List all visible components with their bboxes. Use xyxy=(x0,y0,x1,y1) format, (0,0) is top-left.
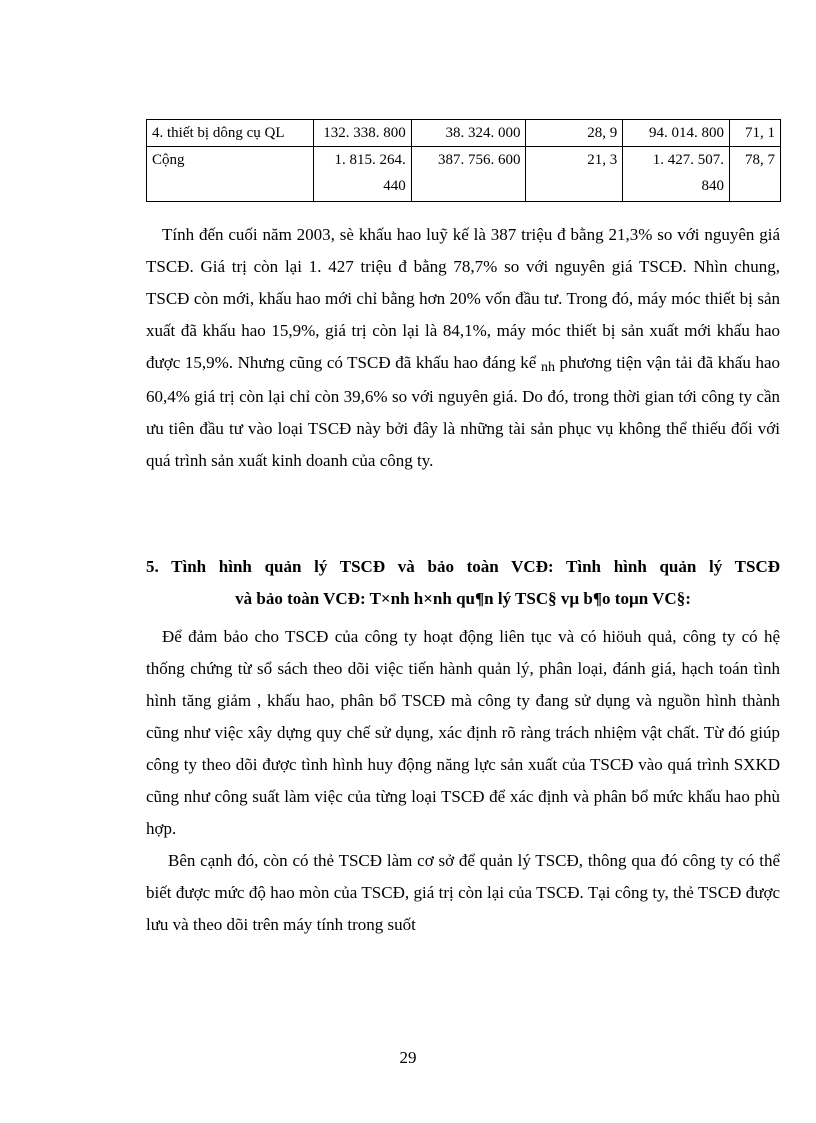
depreciation-summary xyxy=(146,219,780,477)
paragraph xyxy=(146,219,780,477)
table-cell: 21, 3 xyxy=(526,147,623,202)
paragraph-text: Tính đến cuối năm 2003, sè khấu hao luỹ kế là 387 triệu đ bằng 21,3% so với nguyên giá TSCĐ. Giá trị còn lại 1. 427 triệu đ bằng 78,7% so với nguyên giá TSCĐ. Nhìn chung, TSCĐ còn mới, khấu hao mới chỉ bằng hơn 20% vốn đầu tư. Trong đó, máy móc thiết bị sản xuất đã khấu hao 15,9%, giá trị còn lại là 84,1%, máy móc thiết bị sản xuất mới khấu hao được 15,9%. Nhưng cũng có TSCĐ đã khấu hao đáng kể xyxy=(146,225,780,372)
subscript-fragment: nh xyxy=(540,360,555,375)
table-cell: 387. 756. 600 xyxy=(411,147,526,202)
paragraph-text: phương tiện vận tải đã khấu hao 60,4% giá trị còn lại chỉ còn 39,6% so với nguyên giá. Do đó, trong thời gian tới công ty cần ưu tiên đầu tư vào loại TSCĐ này bởi đây là những tài sản phục vụ không thể thiếu đối với quá trình sản xuất kinh doanh của công ty. xyxy=(146,353,780,470)
table-cell-asset-name: Cộng xyxy=(147,147,314,202)
section-heading-line-1: 5. Tình hình quản lý TSCĐ và bảo toàn VCĐ: Tình hình quản lý TSCĐ xyxy=(146,557,780,576)
table-cell-asset-name: 4. thiết bị dông cụ QL xyxy=(147,120,314,147)
page-number: 29 xyxy=(399,1048,417,1067)
cell-line-wrap: 840 xyxy=(701,178,725,194)
table-row xyxy=(147,120,781,147)
section-heading-line-2: và bảo toàn VCĐ: T×nh h×nh qu¶n lý TSC§ vµ b¶o toµn VC§: xyxy=(235,589,691,608)
paragraph: Bên cạnh đó, còn có thẻ TSCĐ làm cơ sở để quản lý TSCĐ, thông qua đó công ty có thể biết được mức độ hao mòn của TSCĐ, giá trị còn lại của TSCĐ. Tại công ty, thẻ TSCĐ được lưu và theo dõi trên máy tính trong suốt xyxy=(146,851,780,934)
table-cell: 132. 338. 800 xyxy=(313,120,411,147)
fixed-assets-table xyxy=(146,119,781,202)
management-text xyxy=(146,621,780,941)
cell-line: 1. 815. 264. xyxy=(334,152,406,168)
paragraph: Để đảm bảo cho TSCĐ của công ty hoạt động liên tục và có hiöuh quả, công ty có hệ thống chứng từ sổ sách theo dõi việc tiến hành quản lý, phân loại, đánh giá, hạch toán tình hình tăng giảm , khấu hao, phân bổ TSCĐ mà công ty đang sử dụng và nguồn hình thành cũng như việc xây dựng quy chế sử dụng, xác định rõ ràng trách nhiệm vật chất. Từ đó giúp công ty theo dõi được tình hình huy động năng lực sản xuất của TSCĐ vào quá trình SXKD cũng như công suất làm việc của từng loại TSCĐ để xác định và phân bổ mức khấu hao phù hợp. xyxy=(146,627,780,838)
table-cell xyxy=(313,147,411,202)
cell-line: 1. 427. 507. xyxy=(652,152,725,168)
cell-line-wrap: 440 xyxy=(383,178,406,194)
table-cell: 78, 7 xyxy=(730,147,781,202)
table-cell: 38. 324. 000 xyxy=(411,120,526,147)
table-cell: 71, 1 xyxy=(730,120,781,147)
section-heading xyxy=(146,551,780,615)
table-cell: 94. 014. 800 xyxy=(623,120,730,147)
table-cell xyxy=(623,147,730,202)
table-cell: 28, 9 xyxy=(526,120,623,147)
table-row-total xyxy=(147,147,781,202)
